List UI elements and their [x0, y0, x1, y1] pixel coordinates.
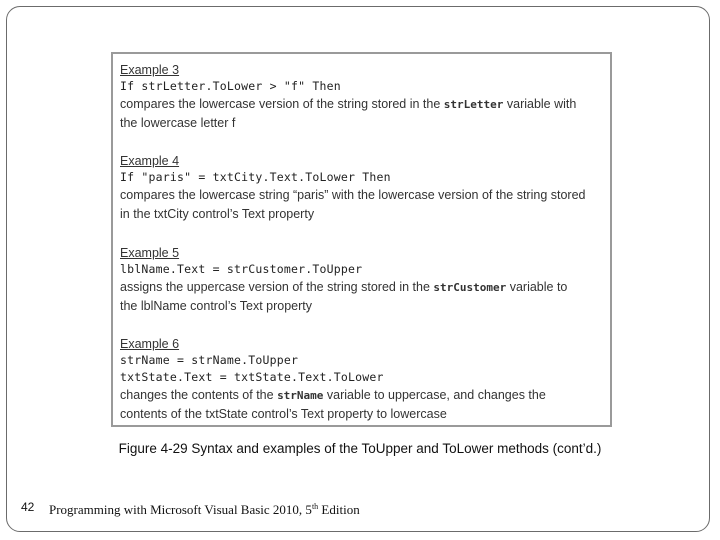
description-text: variable with [503, 97, 577, 111]
figure-box [111, 52, 612, 427]
example-4 [120, 154, 604, 224]
example-5 [120, 246, 604, 316]
example-title: Example 6 [120, 337, 180, 351]
description-line [120, 297, 604, 316]
example-3 [120, 63, 604, 133]
footer-title: Programming with Microsoft Visual Basic 2010, 5 [49, 502, 312, 517]
description-line [120, 186, 604, 205]
example-description [120, 95, 604, 133]
example-title: Example 4 [120, 154, 180, 168]
example-description [120, 186, 604, 224]
example-6 [120, 337, 604, 424]
description-line [120, 114, 604, 133]
description-text: contents of the txtState control’s Text property to lowercase [120, 407, 447, 421]
code-line: strName = strName.ToUpper [120, 353, 299, 367]
description-text: in the txtCity control’s Text property [120, 207, 315, 221]
code-line: If "paris" = txtCity.Text.ToLower Then [120, 170, 391, 184]
description-text: variable to [506, 280, 568, 294]
description-text: assigns the uppercase version of the string stored in the [120, 280, 434, 294]
code-identifier: strLetter [443, 98, 504, 111]
description-text: the lblName control’s Text property [120, 299, 312, 313]
footer-edition: Edition [318, 502, 360, 517]
figure-caption: Figure 4-29 Syntax and examples of the ToUpper and ToLower methods (cont’d.) [118, 441, 602, 456]
description-text: the lowercase letter f [120, 116, 236, 130]
page-number: 42 [21, 500, 35, 514]
example-description [120, 278, 604, 316]
code-identifier: strName [277, 389, 324, 402]
description-line [120, 95, 604, 114]
example-description [120, 386, 604, 424]
code-line: If strLetter.ToLower > "f" Then [120, 79, 341, 93]
code-line: lblName.Text = strCustomer.ToUpper [120, 262, 363, 276]
description-text: compares the lowercase string “paris” with the lowercase version of the string stored [120, 188, 586, 202]
description-text: variable to uppercase, and changes the [323, 388, 546, 402]
footer-superscript: th [311, 502, 319, 511]
example-title: Example 5 [120, 246, 180, 260]
description-line [120, 205, 604, 224]
description-line [120, 405, 604, 424]
description-text: compares the lowercase version of the string stored in the [120, 97, 444, 111]
code-line: txtState.Text = txtState.Text.ToLower [120, 370, 384, 384]
example-title: Example 3 [120, 63, 180, 77]
description-line [120, 386, 604, 405]
description-line [120, 278, 604, 297]
code-identifier: strCustomer [433, 281, 507, 294]
footer-text [49, 502, 360, 518]
description-text: changes the contents of the [120, 388, 278, 402]
